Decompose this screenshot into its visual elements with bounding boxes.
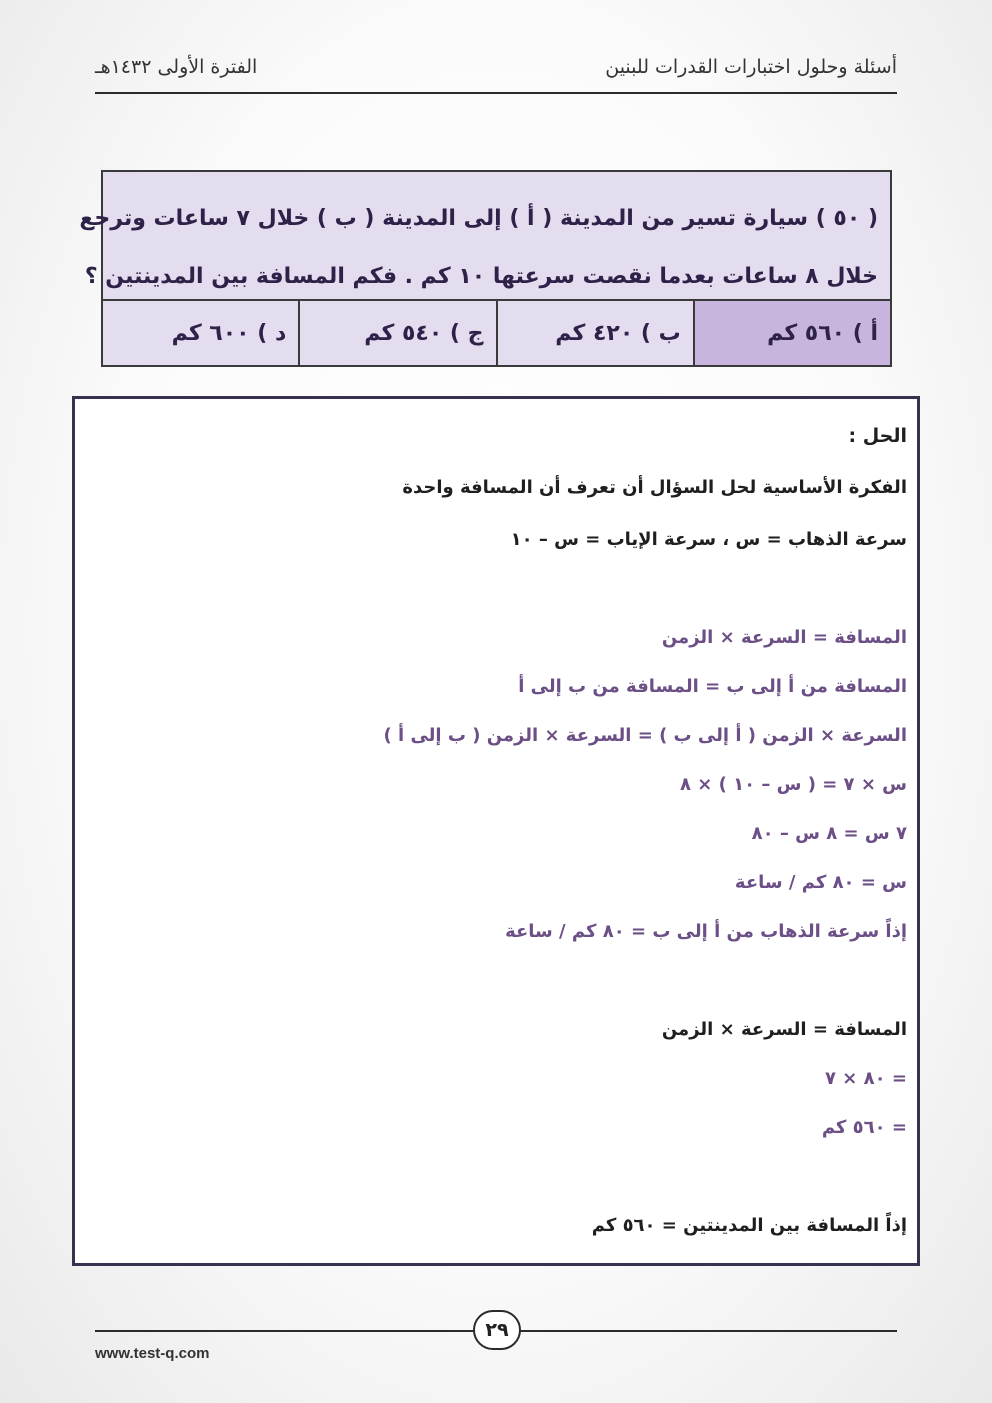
solution-conclusion: إذاً المسافة بين المدينتين = ٥٦٠ كم [591,1215,907,1236]
solution-heading: الحل : [848,425,907,447]
spacer [75,966,907,1015]
solution-step-6: س = ٨٠ كم / ساعة [734,872,907,893]
choice-d[interactable]: د ) ٦٠٠ كم [171,320,287,346]
solution-step-7: إذاً سرعة الذهاب من أ إلى ب = ٨٠ كم / ساعة [505,921,907,942]
solution-step-8: المسافة = السرعة × الزمن [661,1019,907,1040]
question-line-1: ( ٥٠ ) سيارة تسير من المدينة ( أ ) إلى المدينة ( ب ) خلال ٧ ساعات وترجع [79,206,878,231]
spacer [75,574,907,623]
choice-c[interactable]: ج ) ٥٤٠ كم [298,301,495,365]
solution-step-2: المسافة من أ إلى ب = المسافة من ب إلى أ [518,676,907,697]
page-header [95,52,897,94]
question-text [79,172,890,301]
spacer [75,1162,907,1211]
solution-step-5: ٧ س = ٨ س – ٨٠ [751,823,907,844]
question-line-2: خلال ٨ ساعات بعدما نقصت سرعتها ١٠ كم . فكم المسافة بين المدينتين ؟ [84,264,878,289]
solution-speeds: سرعة الذهاب = س ، سرعة الإياب = س – ١٠ [510,529,907,550]
solution-box [72,396,920,1266]
solution-step-9: = ٨٠ × ٧ [825,1068,907,1089]
solution-step-10: = ٥٦٠ كم [821,1117,907,1138]
solution-step-1: المسافة = السرعة × الزمن [661,627,907,648]
solution-step-4: س × ٧ = ( س – ١٠ ) × ٨ [679,774,907,795]
answer-choices [103,301,890,365]
question-box [79,170,892,367]
solution-step-3: السرعة × الزمن ( أ إلى ب ) = السرعة × الزمن ( ب إلى أ ) [383,725,907,746]
choice-a[interactable]: أ ) ٥٦٠ كم [693,301,890,365]
page-number: ٢٩ [473,1310,521,1350]
book-title: أسئلة وحلول اختبارات القدرات للبنين [605,56,897,78]
choice-b[interactable]: ب ) ٤٢٠ كم [496,301,693,365]
solution-idea: الفكرة الأساسية لحل السؤال أن تعرف أن المسافة واحدة [402,477,907,498]
website-link[interactable]: www.test-q.com [95,1345,210,1362]
period-title: الفترة الأولى ١٤٣٢هـ [95,56,258,78]
